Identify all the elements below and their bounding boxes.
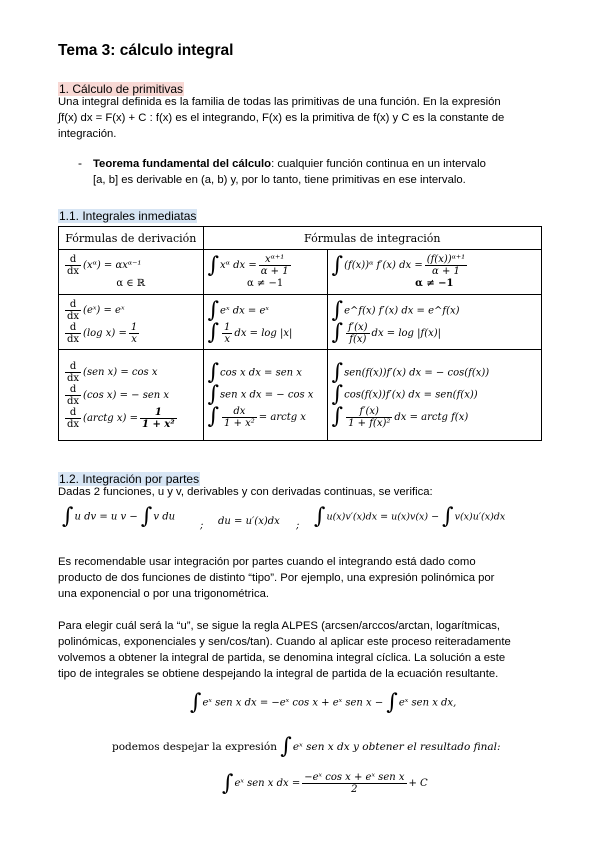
formula: (xᵅ) = αxᵅ⁻¹ xyxy=(83,260,142,271)
cyclic-equation: ∫eˣ sen x dx = −eˣ cos x + eˣ sen x − ∫eˣ sen x dx, xyxy=(190,690,457,715)
formula: (eˣ) = eˣ xyxy=(83,305,125,316)
paragraph-line: ∫f(x) dx = F(x) + C : f(x) es el integrando, F(x) es la primitiva de f(x) y C es la constante de xyxy=(58,112,505,124)
integrals-table xyxy=(58,226,542,441)
table-header-row xyxy=(59,227,542,250)
cell-exp-log-integral: ∫eˣ dx = eˣ ∫ $\frac{1}{x}$ dx = log |x| xyxy=(203,295,327,350)
cyclic-explanation: podemos despejar la expresión ∫eˣ sen x dx y obtener el resultado final: xyxy=(112,734,501,759)
parts-formula-1: ∫u dv = u v − ∫v du xyxy=(62,504,176,529)
theorem-line-1 xyxy=(93,156,543,172)
formula: eˣ dx = eˣ xyxy=(220,305,269,316)
formula: cos(f(x))f′(x) dx = sen(f(x)) xyxy=(344,389,478,400)
formula: e^f(x) f′(x) dx = e^f(x) xyxy=(344,305,460,316)
cell-exp-log-composite-integral: ∫e^f(x) f′(x) dx = e^f(x) ∫ $\frac{f'(x)}{f(x)}$ dx = log |f(x)| xyxy=(327,295,541,350)
parts-formula-3: ∫u(x)v′(x)dx = u(x)v(x) − ∫v(x)u′(x)dx xyxy=(314,504,506,529)
paragraph-line: Una integral definida es la familia de todas las primitivas de una función. En la expresión xyxy=(58,96,501,108)
header-derivation: Fórmulas de derivación xyxy=(59,227,204,250)
formula: dx = log |f(x)| xyxy=(371,327,442,339)
theorem-text: : cualquier función continua en un intervalo xyxy=(271,158,486,170)
paragraph-line: integración. xyxy=(58,128,117,140)
header-integration: Fórmulas de integración xyxy=(203,227,541,250)
formula: sen(f(x))f′(x) dx = − cos(f(x)) xyxy=(344,367,490,378)
cell-power-composite-integral: ∫(f(x))ᵅ f′(x) dx = $\frac{\text{(f(x))ᵅ⁺¹}}{\alpha + 1}$ α ≠ −1 xyxy=(327,250,541,295)
integral-sign: ∫ xyxy=(207,252,220,278)
formula: dx = log |x| xyxy=(234,327,293,339)
section-1-2-heading-text: 1.2. Integración por partes xyxy=(59,472,200,486)
fraction: $\frac{\text{xᵅ⁺¹}}{\alpha + 1}$ xyxy=(260,254,289,277)
cell-power-integral: ∫xᵅ dx = $\frac{\text{xᵅ⁺¹}}{\alpha + 1}$ α ≠ −1 xyxy=(203,250,327,295)
section-1-heading-text: 1. Cálculo de primitivas xyxy=(59,82,184,96)
recommendation-paragraph: Es recomendable usar integración por partes cuando el integrando está dado como producto de dos funciones de distinto “tipo”. Por ejemplo, una expresión polinómica por una exponencial o por una trigonométrica. xyxy=(58,556,495,600)
cell-power-derivative xyxy=(59,250,204,295)
page-title: Tema 3: cálculo integral xyxy=(58,42,234,59)
cell-exp-log-derivative: $\frac{d}{dx}$ (eˣ) = eˣ $\frac{d}{dx}$ (log x) = $\frac{1}{x}$ xyxy=(59,295,204,350)
alpes-paragraph: Para elegir cuál será la “u”, se sigue la regla ALPES (arcsen/arccos/arctan, logarítmicas, polinómicas, exponenciales y sen/cos/tan). Cuando al aplicar este proceso reiteradamente volvemos a obtener la integral de partida, se denomina integral cíclica. La solución a este tipo de integrales se obtiene despejando la integral de partida de la ecuación resultante. xyxy=(58,620,511,680)
section-1-1-heading-text: 1.1. Integrales inmediatas xyxy=(59,209,197,223)
parts-formula-2: du = u′(x)dx xyxy=(218,516,280,527)
cell-trig-integral: ∫cos x dx = sen x ∫sen x dx = − cos x ∫ $\frac{dx}{\text{1 + x²}}$ = arctg x xyxy=(203,350,327,441)
formula: sen x dx = − cos x xyxy=(220,389,314,400)
theorem-name: Teorema fundamental del cálculo xyxy=(93,158,272,170)
cell-trig-derivative: $\frac{d}{dx}$ (sen x) = cos x $\frac{d}{dx}$ (cos x) = − sen x $\frac{d}{dx}$ (arctg x) = $\frac{1}{\text{1 + x²}}$ xyxy=(59,350,204,441)
section-1-paragraph xyxy=(58,94,548,142)
formula: (cos x) = − sen x xyxy=(83,389,170,401)
theorem-bullet xyxy=(93,156,543,188)
theorem-line-2: [a, b] es derivable en (a, b) y, por lo tanto, tiene primitivas en ese intervalo. xyxy=(93,174,466,186)
table-row xyxy=(59,295,542,350)
formula: = arctg x xyxy=(258,411,306,423)
formula: dx = arctg f(x) xyxy=(394,411,469,423)
condition: α ∈ ℝ xyxy=(116,278,146,289)
formula: (sen x) = cos x xyxy=(83,366,158,378)
formula: cos x dx = sen x xyxy=(220,367,302,378)
section-1-1-heading xyxy=(58,207,197,225)
table-row xyxy=(59,250,542,295)
integral-sign: ∫ xyxy=(331,252,344,278)
condition: α ≠ −1 xyxy=(415,278,454,289)
condition: α ≠ −1 xyxy=(247,278,284,289)
bullet-marker: - xyxy=(78,156,82,170)
final-result-equation: ∫eˣ sen x dx = −eˣ cos x + eˣ sen x 2 + C xyxy=(222,770,428,796)
formula: (arctg x) = xyxy=(83,412,138,424)
fraction: $\frac{\text{(f(x))ᵅ⁺¹}}{\alpha + 1}$ xyxy=(426,254,466,277)
separator: ; xyxy=(296,520,300,531)
cell-trig-composite-integral: ∫sen(f(x))f′(x) dx = − cos(f(x)) ∫cos(f(x))f′(x) dx = sen(f(x)) ∫ $\frac{f'(x)}{\text{1 + f(x)²}}$ dx = arctg f(x) xyxy=(327,350,541,441)
separator: ; xyxy=(200,520,204,531)
parts-intro: Dadas 2 funciones, u y v, derivables y con derivadas continuas, se verifica: xyxy=(58,486,433,498)
d-dx: $\frac{d}{dx}$ xyxy=(67,254,80,277)
table-row xyxy=(59,350,542,441)
